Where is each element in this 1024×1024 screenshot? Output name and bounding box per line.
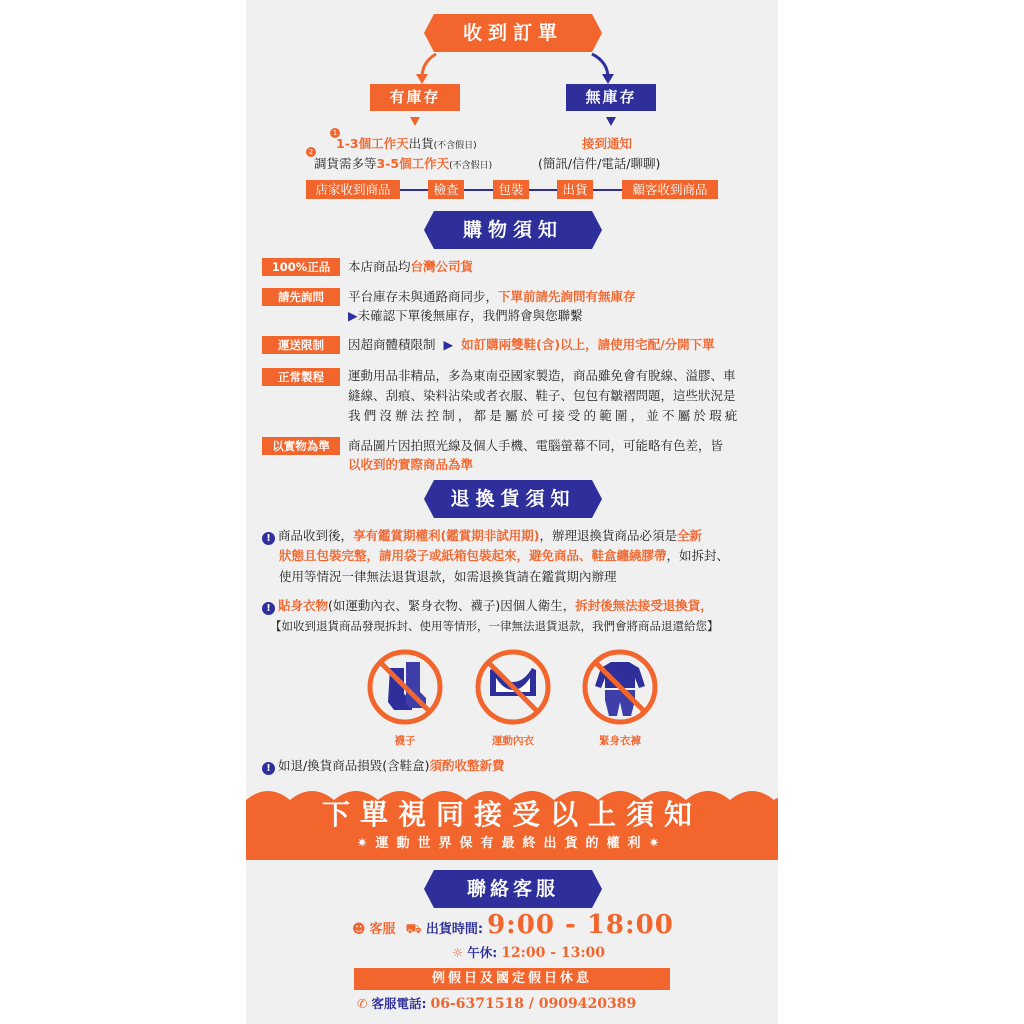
normal-process-text-1: 運動用品非精品，多為東南亞國家製造，商品雖免會有脫線、溢膠、車: [348, 368, 736, 383]
out-stock-line2: (簡訊/信件/電話/聊聊): [538, 156, 661, 171]
in-stock-pointer: [410, 117, 420, 126]
banner-title: 下單視同接受以上須知: [321, 798, 702, 831]
no-tights-icon: [581, 648, 659, 726]
lunch-row: ☼ 午休: 12:00 - 13:00: [452, 945, 606, 961]
returns-para2-line1: ! 貼身衣物(如運動內衣、緊身衣物、襪子)因個人衛生，拆封後無法接受退換貨，: [262, 596, 713, 616]
tag-ask-first: 請先詢問: [262, 288, 340, 306]
shipping-limit-text: 因超商體積限制 ▶ 如訂購兩雙鞋(含)以上，請使用宅配/分開下單: [348, 337, 715, 352]
returns-para1-line3: 使用等情況一律無法退貨退款，如需退換貨請在鑑賞期內辦理: [279, 569, 617, 584]
returns-title: 退換貨須知: [434, 480, 592, 518]
in-stock-box: 有庫存: [370, 84, 460, 111]
exclamation-icon: !: [262, 602, 275, 615]
tag-shipping-limit: 運送限制: [262, 336, 340, 354]
step-inspect: 檢查: [428, 180, 464, 199]
banner-subtitle-row: ✷運動世界保有最終出貨的權利✷: [356, 836, 668, 851]
step-ship: 出貨: [557, 180, 593, 199]
exclamation-icon: !: [262, 762, 275, 775]
arrow-right-icon: ▶: [443, 337, 454, 352]
step-pack: 包裝: [493, 180, 529, 199]
shopping-title: 購物須知: [434, 211, 592, 249]
no-sports-bra-icon: [474, 648, 552, 726]
exclamation-icon: !: [262, 532, 275, 545]
returns-para1-line2: 狀態且包裝完整，請用袋子或紙箱包裝起來，避免商品、鞋盒纏繞膠帶，如拆封、: [279, 548, 730, 563]
ask-first-text-2: ▶未確認下單後無庫存，我們將會與您聯繫: [348, 308, 583, 323]
holiday-bar: 例假日及國定假日休息: [354, 968, 670, 990]
normal-process-text-3: 我們沒辦法控制，都是屬於可接受的範圍，並不屬於瑕疵: [348, 408, 741, 423]
returns-para2-line2: 【如收到退貨商品發現拆封、使用等情形，一律無法退貨退款，我們會將商品退還給您】: [270, 619, 719, 633]
actual-product-text-2: 以收到的實際商品為準: [348, 457, 474, 472]
tag-normal-process: 正常製程: [262, 368, 340, 386]
ask-first-text-1: 平台庫存未與通路商同步，下單前請先詢問有無庫存: [348, 289, 636, 304]
contact-title: 聯絡客服: [434, 870, 592, 908]
flow-arrows: [400, 48, 630, 84]
sparkle-icon: ✷: [356, 836, 376, 851]
no-sports-bra-label: 運動內衣: [492, 735, 534, 747]
out-stock-line1: 接到通知: [582, 136, 633, 151]
no-socks-label: 襪子: [394, 735, 416, 747]
out-stock-box: 無庫存: [566, 84, 656, 111]
truck-icon: ⛟: [405, 922, 422, 937]
tag-actual-product: 以實物為準: [262, 437, 340, 455]
authentic-text: 本店商品均台灣公司貨: [348, 259, 474, 274]
returns-para3: ! 如退/換貨商品損毀(含鞋盒)須酌收整新費: [262, 756, 504, 776]
in-stock-line1: 1-3個工作天出貨(不含假日): [336, 136, 477, 151]
out-stock-pointer: [606, 117, 616, 126]
phone-icon: ✆: [357, 996, 368, 1011]
returns-para1-line1: ! 商品收到後，享有鑑賞期權利(鑑賞期非試用期)，辦理退換貨商品必須是全新: [262, 526, 702, 546]
step-number-1: 1: [330, 128, 340, 138]
sparkle-icon: ✷: [648, 836, 668, 851]
normal-process-text-2: 縫線、刮痕、染料沾染或者衣服、鞋子、包包有皺褶問題，這些狀況是: [348, 388, 736, 403]
sun-icon: ☼: [452, 945, 464, 960]
arrow-right-icon: ▶: [348, 308, 358, 323]
in-stock-line2: 調貨需多等3-5個工作天(不含假日): [314, 156, 493, 171]
no-tights-label: 緊身衣褲: [599, 735, 641, 747]
step-store-received: 店家收到商品: [306, 180, 400, 199]
order-title: 收到訂單: [434, 14, 592, 52]
step-customer-received: 顧客收到商品: [622, 180, 718, 199]
tag-authentic: 100%正品: [262, 258, 340, 276]
no-socks-icon: [366, 648, 444, 726]
actual-product-text-1: 商品圖片因拍照光線及個人手機、電腦螢幕不同，可能略有色差，皆: [348, 438, 724, 453]
step-number-2: 2: [306, 147, 316, 157]
service-hours-row: ☻ 客服 ⛟ 出貨時間: 9:00 - 18:00: [352, 910, 674, 940]
phone-row: ✆ 客服電話: 06-6371518 / 0909420389: [357, 996, 637, 1012]
headset-icon: ☻: [352, 922, 366, 937]
